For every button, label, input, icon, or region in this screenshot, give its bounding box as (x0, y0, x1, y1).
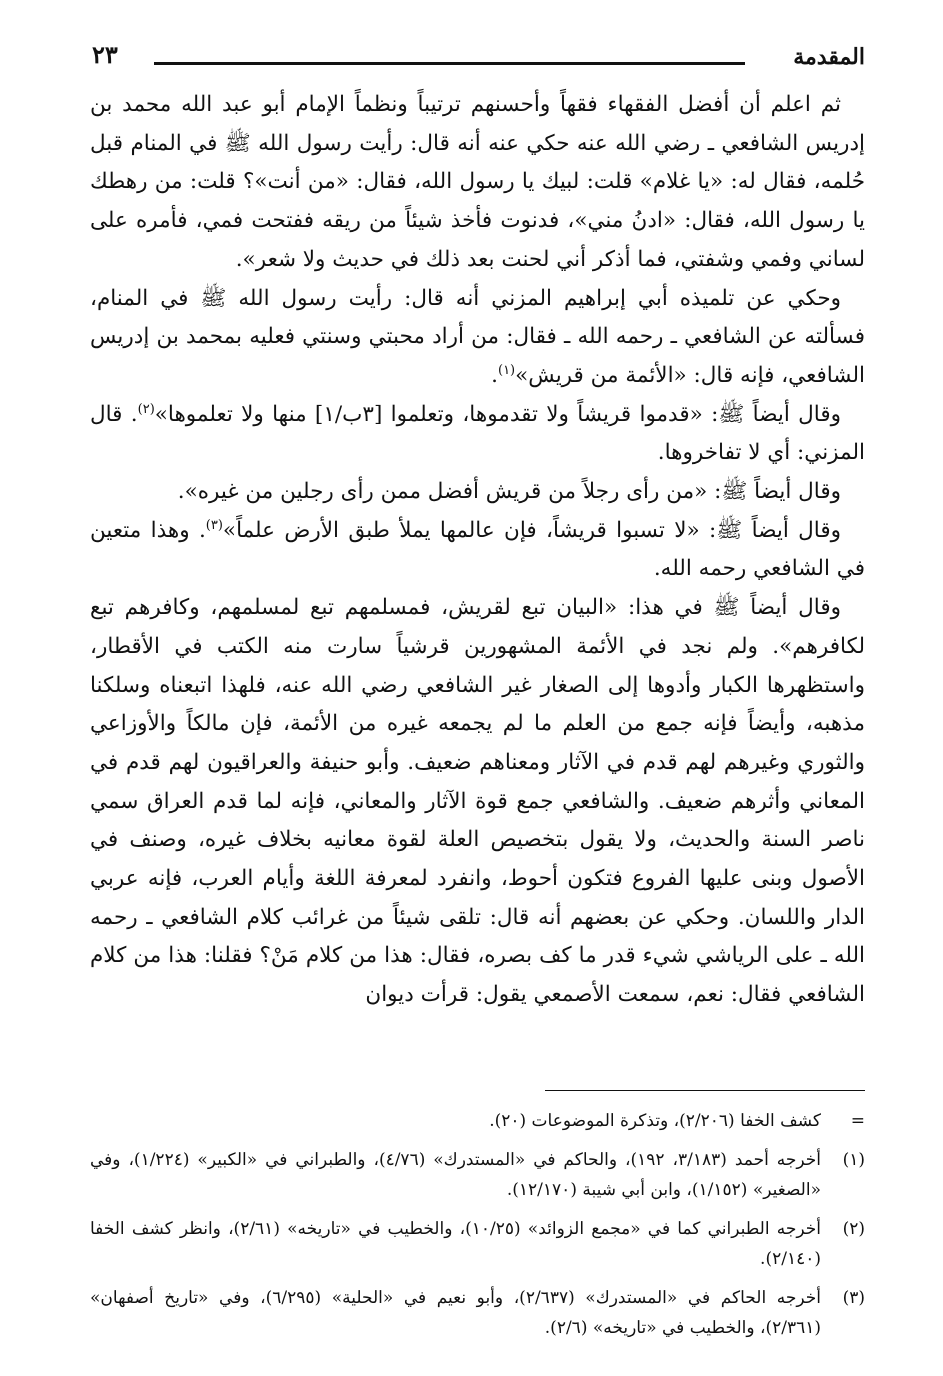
paragraph-2 (90, 280, 865, 396)
paragraph-6 (90, 589, 865, 1015)
footnote-marker: (٣) (842, 1288, 865, 1308)
running-header (92, 40, 865, 80)
paragraph-5-text: وقال أيضاً ﷺ: «لا تسبوا قريشاً، فإن عالمها يملأ طبق الأرض علماً» (222, 517, 841, 543)
main-text (90, 86, 865, 1015)
paragraph-3-end: . قال المزني: أي لا تفاخروها. (90, 401, 865, 466)
footnote-marker: (١) (842, 1150, 865, 1170)
footnote-ref-3[interactable]: (٣) (205, 517, 223, 533)
footnote-text: أخرجه الحاكم في «المستدرك» (٢/٦٣٧)، وأبو نعيم في «الحلية» (٦/٢٩٥)، وفي «تاريخ أصفهان» (٢/٣٦١)، والخطيب في «تاريخه» (٢/٦). (90, 1288, 821, 1338)
footnotes (90, 1106, 865, 1352)
page-number: ٢٣ (92, 40, 118, 69)
paragraph-3-text: وقال أيضاً ﷺ: «قدموا قريشاً ولا تقدموها، وتعلموا [٣ب/١] منها ولا تعلموها» (154, 401, 841, 427)
footnote-separator (545, 1090, 865, 1091)
footnote-text: كشف الخفا (٢/٢٠٦)، وتذكرة الموضوعات (٢٠). (489, 1111, 821, 1131)
footnote-3 (90, 1283, 865, 1343)
paragraph-4 (90, 473, 865, 512)
chapter-title: المقدمة (793, 44, 865, 70)
footnote-marker: (٢) (842, 1219, 865, 1239)
footnote-ref-1[interactable]: (١) (497, 362, 516, 378)
footnote-marker: = (850, 1111, 865, 1131)
footnote-2 (90, 1214, 865, 1274)
paragraph-5 (90, 512, 865, 589)
paragraph-5-end: . وهذا متعين في الشافعي رحمه الله. (90, 517, 865, 582)
paragraph-1 (90, 86, 865, 280)
paragraph-3 (90, 396, 865, 473)
header-rule (154, 62, 745, 65)
paragraph-2-text: وحكي عن تلميذه أبي إبراهيم المزني أنه قال: رأيت رسول الله ﷺ في المنام، فسألته عن الشافعي ـ رحمه الله ـ فقال: من أراد محبتي وسنتي فعليه بمحمد بن إدريس الشافعي، فإنه قال: «الأئمة من قريش» (90, 285, 865, 388)
footnote-text: أخرجه الطبراني كما في «مجمع الزوائد» (١٠/٢٥)، والخطيب في «تاريخه» (٢/٦١)، وانظر كشف الخفا (٢/١٤٠). (90, 1219, 821, 1269)
footnote-1 (90, 1145, 865, 1205)
footnote-text: أخرجه أحمد (٣/١٨٣، ١٩٢)، والحاكم في «المستدرك» (٤/٧٦)، والطبراني في «الكبير» (١/٢٢٤)، وفي «الصغير» (١/١٥٢)، وابن أبي شيبة (١٢/١٧٠). (90, 1150, 822, 1200)
paragraph-4-text: وقال أيضاً ﷺ: «من رأى رجلاً من قريش أفضل ممن رأى رجلين من غيره». (177, 479, 841, 505)
footnote-ref-2[interactable]: (٢) (137, 401, 155, 417)
paragraph-2-end: . (491, 362, 498, 388)
paragraph-6-text: وقال أيضاً ﷺ في هذا: «البيان تبع لقريش، فمسلمهم تبع لمسلمهم، وكافرهم تبع لكافرهم». ولم نجد في الأئمة المشهورين قرشياً سارت منه الكتب في الأقطار، واستظهرها الكبار وأدوها إلى الصغار غير الشافعي رضي الله عنه، فلهذا اتبعناه وسلكنا مذهبه، وأيضاً فإنه جمع من العلم ما لم يجمعه غيره من الأئمة، فإن مالكاً والأوزاعي والثوري وغيرهم لهم قدم في الآثار ومعناهم ضعيف. وأبو حنيفة والعراقيون لهم قدم في المعاني وأثرهم ضعيف. والشافعي جمع قوة الآثار والمعاني، فإنه لما قدم العراق سمي ناصر السنة والحديث، ولا يقول بتخصيص العلة لقوة معانيه بخلاف غيره، وصنف في الأصول وبنى عليها الفروع فتكون أحوط، وانفرد لمعرفة اللغة وأيام العرب، فإنه عربي الدار واللسان. وحكي عن بعضهم أنه قال: تلقى شيئاً من غرائب كلام الشافعي ـ رحمه الله ـ على الرياشي شيء قدر ما كف بصره، فقال: هذا من كلام مَنْ؟ فقلنا: هذا من كلام الشافعي فقال: نعم، سمعت الأصمعي يقول: قرأت ديوان (90, 595, 865, 1008)
footnote-continued (90, 1106, 865, 1136)
paragraph-1-text: ثم اعلم أن أفضل الفقهاء فقهاً وأحسنهم ترتيباً ونظماً الإمام أبو عبد الله محمد بن إدريس الشافعي ـ رضي الله عنه حكي عنه أنه قال: رأيت رسول الله ﷺ في المنام قبل حُلمه، فقال له: «يا غلام» قلت: لبيك يا رسول الله، فقال: «من أنت»؟ قلت: من رهطك يا رسول الله، فقال: «ادنُ مني»، فدنوت فأخذ شيئاً من ريقه ففتحت فمي، فأمره على لساني وفمي وشفتي، فما أذكر أني لحنت بعد ذلك في حديث ولا شعر». (90, 92, 865, 272)
